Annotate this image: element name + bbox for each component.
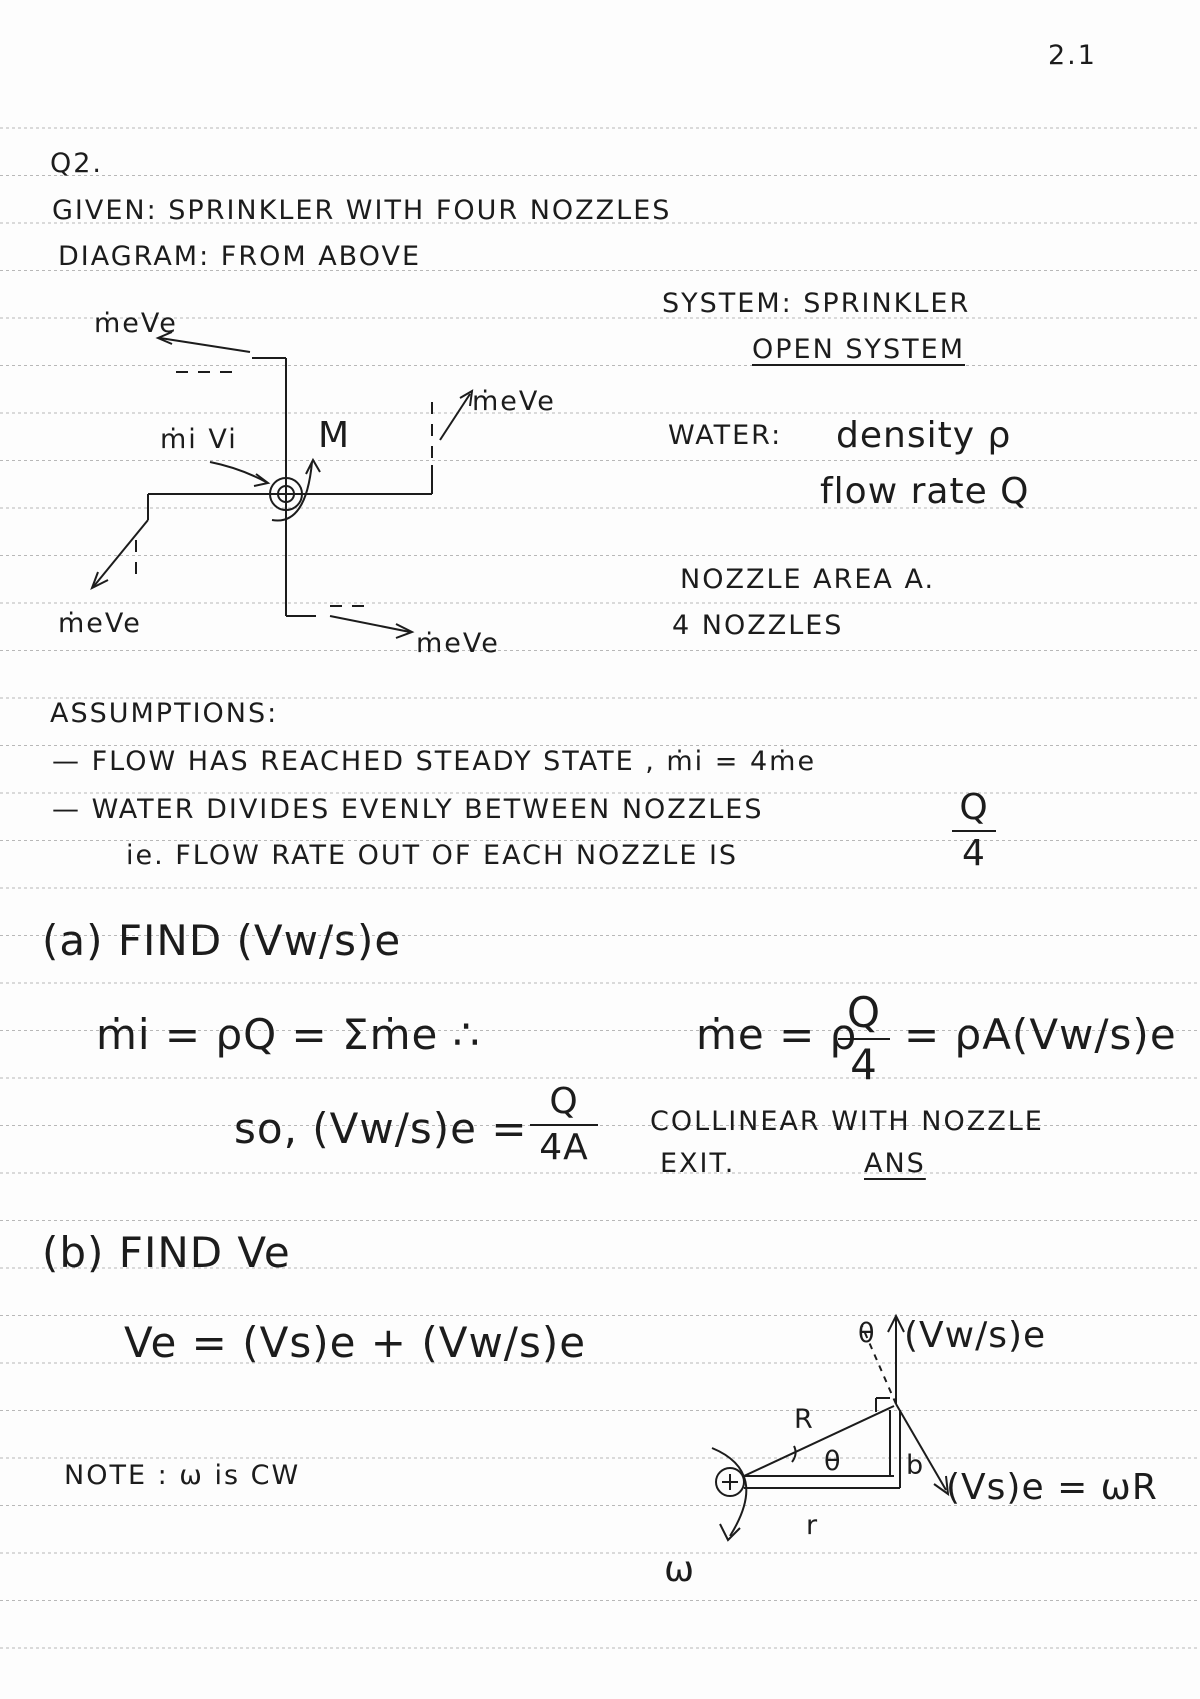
- nozzle-area: NOZZLE AREA A.: [680, 564, 936, 595]
- part-a-eq1-left: ṁi = ρQ = Σṁe ∴: [96, 1010, 481, 1059]
- part-a-title: (a) FIND (Vw/s)e: [42, 916, 402, 965]
- diagram2-vws-label: (Vw/s)e: [904, 1315, 1047, 1356]
- part-a-exit: EXIT.: [660, 1148, 736, 1179]
- part-a-ans: ANS: [864, 1148, 926, 1179]
- assumption-2: — WATER DIVIDES EVENLY BETWEEN NOZZLES: [52, 794, 764, 825]
- diagram-caption: DIAGRAM: FROM ABOVE: [58, 241, 422, 272]
- label-meve-left: ṁeVe: [58, 608, 142, 639]
- part-a-eq1-right-end: = ρA(Vw/s)e: [904, 1010, 1177, 1059]
- part-b-title: (b) FIND Ve: [42, 1228, 291, 1277]
- assumption-3: ie. FLOW RATE OUT OF EACH NOZZLE IS: [126, 840, 739, 871]
- diagram2-r: r: [806, 1510, 820, 1541]
- label-meve-top: ṁeVe: [94, 308, 178, 339]
- diagram2-R: R: [794, 1404, 815, 1435]
- given-line: GIVEN: SPRINKLER WITH FOUR NOZZLES: [52, 195, 672, 226]
- diagram2-omega: ω: [664, 1549, 696, 1590]
- part-b-equation: Ve = (Vs)e + (Vw/s)e: [124, 1318, 587, 1367]
- system-type: OPEN SYSTEM: [752, 334, 965, 365]
- system-title: SYSTEM: SPRINKLER: [662, 288, 971, 319]
- page-number: 2.1: [1048, 40, 1097, 71]
- diagram2-theta: θ: [824, 1446, 843, 1477]
- part-a-eq2-fraction: Q 4A: [530, 1084, 598, 1166]
- part-a-eq1-fraction: Q 4: [838, 992, 890, 1086]
- assumptions-title: ASSUMPTIONS:: [50, 698, 279, 729]
- radius-R: [744, 1406, 894, 1476]
- water-label: WATER:: [668, 420, 783, 451]
- label-mivi: ṁi Vi: [160, 424, 238, 455]
- label-meve-right: ṁeVe: [472, 386, 556, 417]
- label-meve-bottom: ṁeVe: [416, 628, 500, 659]
- assumption-fraction: Q 4: [952, 790, 996, 872]
- assumption-1: — FLOW HAS REACHED STEADY STATE , ṁi = 4ṁe: [52, 746, 817, 777]
- label-torque: M: [318, 415, 351, 456]
- water-flow-rate: flow rate Q: [820, 471, 1030, 512]
- question-label: Q2.: [50, 148, 104, 179]
- diagram2-b: b: [906, 1450, 926, 1481]
- diagram2-vs-label: (Vs)e = ωR: [946, 1467, 1158, 1508]
- part-a-eq1-right-start: ṁe = ρ: [696, 1010, 858, 1059]
- part-a-eq2-left: so, (Vw/s)e =: [234, 1104, 528, 1153]
- part-b-note: NOTE : ω is CW: [64, 1460, 301, 1491]
- nozzle-count: 4 NOZZLES: [672, 610, 844, 641]
- diagram2-theta-top: θ: [858, 1318, 877, 1349]
- part-a-collinear: COLLINEAR WITH NOZZLE: [650, 1106, 1044, 1137]
- water-density: density ρ: [836, 415, 1012, 456]
